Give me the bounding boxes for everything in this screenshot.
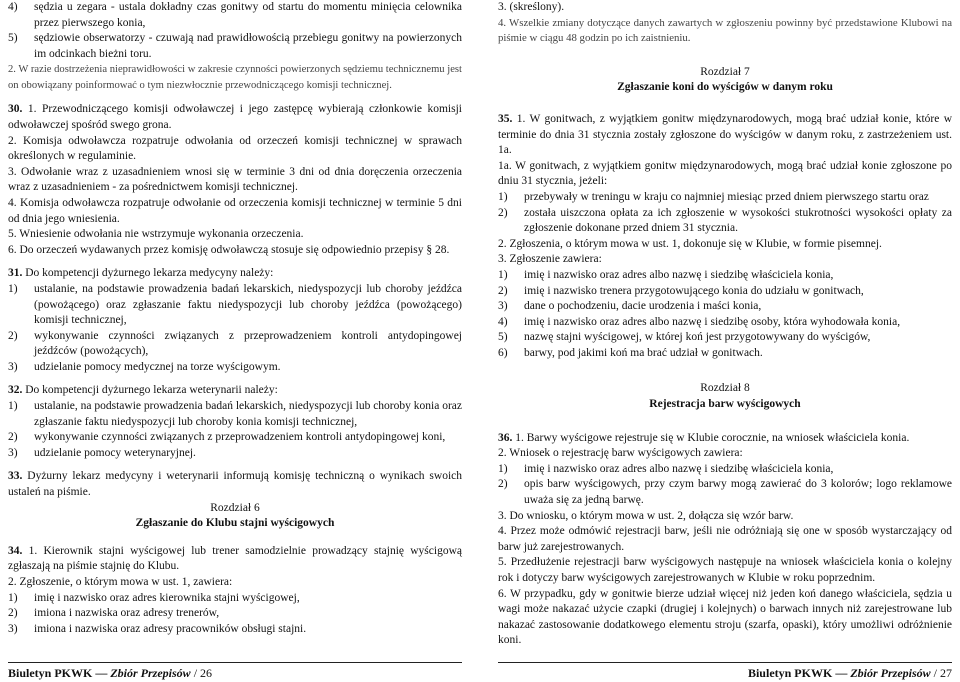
page-number: / 27 [930,666,952,680]
list-item: 2) wykonywanie czynności związanych z przeprowadzeniem kontroli antydopingowej jeźdźców (powożących), [8,329,462,358]
paragraph: 6. W przypadku, gdy w gonitwie bierze udział więcej niż jeden koń danego właściciela, sędzia u wagi może nakazać użycie czapki (drugiej i kolejnych) o barwach innych niż zarejestrowane lub nakazać zastosowanie dodatkowego elementu stroju (szarfa, opaski), który umożliwi odróżnienie koni. [498,587,952,647]
paragraph: 4. Wszelkie zmiany dotyczące danych zawartych w zgłoszeniu powinny być przedstawione Klubowi na piśmie w ciągu 48 godzin po ich zaistnieniu. [498,16,952,45]
section-32: 32. Do kompetencji dyżurnego lekarza weterynarii należy: [8,384,278,397]
list-item: 6) barwy, pod jakimi koń ma brać udział w gonitwach. [498,346,763,359]
section-33: 33. Dyżurny lekarz medycyny i weterynarii informują komisję techniczną o wynikach swoich ustaleń na piśmie. [8,470,462,499]
section-36: 36. 1. Barwy wyścigowe rejestruje się w Klubie corocznie, na wniosek właściciela konia. [498,431,910,444]
section-34: 34. 1. Kierownik stajni wyścigowej lub trener samodzielnie prowadzący stajnię wyścigową zgłaszają na piśmie stajnię do Klubu. [8,544,462,573]
footer-right: Biuletyn PKWK — Zbiór Przepisów / 27 [498,662,952,680]
paragraph: 3. Zgłoszenie zawiera: [498,253,602,266]
list-item: 2) imiona i nazwiska oraz adresy trenerów, [8,607,220,620]
list-item: 1) imię i nazwisko oraz adres albo nazwę i siedzibę właściciela konia, [498,268,834,281]
list-item: 4) sędzia u zegara - ustala dokładny czas gonitwy od startu do momentu minięcia celownika przez pierwszego konia, [8,1,462,29]
chapter-6-subtitle: Zgłaszanie do Klubu stajni wyścigowych [135,517,335,530]
paragraph: 6. Do orzeczeń wydawanych przez komisję odwoławczą stosuje się odpowiednio przepisy § 28. [8,243,450,256]
paragraph: 2. Zgłoszenie, o którym mowa w ust. 1, zawiera: [8,576,233,588]
paragraph: 2. W razie dostrzeżenia nieprawidłowości w zakresie czynności powierzonych sędziemu technicznemu jest on obowiązany poinformować o tym niezwłocznie przewodniczącego komisji technicznej. [8,64,462,92]
paragraph: 2. Zgłoszenia, o którym mowa w ust. 1, dokonuje się w Klubie, w formie pisemnej. [498,237,882,250]
footer-left: Biuletyn PKWK — Zbiór Przepisów / 26 [8,662,462,680]
list-item: 3) udzielanie pomocy medycznej na torze wyścigowym. [8,360,281,373]
paragraph: 3. (skreślony). [498,1,565,13]
section-30: 30. 1. Przewodniczącego komisji odwoławczej i jego zastępcę wybierają członkowie komisji odwoławczej spośród swego grona. [8,103,462,131]
list-item: 2) wykonywanie czynności związanych z przeprowadzeniem kontroli antydopingowej koni, [8,431,446,444]
right-column [498,0,952,649]
paragraph: 5. Wniesienie odwołania nie wstrzymuje wykonania orzeczenia. [8,228,304,241]
paragraph: 4. Przez może odmówić rejestracji barw, jeśli nie odróżniają się one w sposób wystarczający od barw już zarejestrowanych. [498,525,952,553]
chapter-8-subtitle: Rejestracja barw wyścigowych [649,398,801,411]
list-item: 1) ustalanie, na podstawie prowadzenia badań lekarskich, niedyspozycji lub choroby jeźdźca (powożącego) oraz zgłaszanie faktu niedyspozycji lub choroby jeźdźca (powożącego) komisji technicznej, [8,282,462,327]
list-item: 5) nazwę stajni wyścigowej, w której koń jest przygotowywany do wyścigów, [498,331,871,344]
list-item: 3) dane o pochodzeniu, dacie urodzenia i maści konia, [498,300,762,313]
paragraph: 1a. W gonitwach, z wyjątkiem gonitw międzynarodowych, mogą brać udział konie zgłoszone po dniu 31 stycznia, jeżeli: [498,159,952,188]
list-item: 4) imię i nazwisko oraz adres albo nazwę i siedzibę osoby, która wyhodowała konia, [498,315,901,328]
paragraph: 3. Do wniosku, o którym mowa w ust. 2, dołącza się wzór barw. [498,509,794,522]
paragraph: 3. Odwołanie wraz z uzasadnieniem wnosi się w terminie 3 dni od dnia doręczenia orzeczenia wraz z uzasadnieniem - za pośrednictwem komisji technicznej. [8,165,462,194]
chapter-7-subtitle: Zgłaszanie koni do wyścigów w danym roku [617,81,833,94]
list-item: 3) udzielanie pomocy weterynaryjnej. [8,446,196,459]
list-item: 2) imię i nazwisko trenera przygotowującego konia do udziału w gonitwach, [498,284,864,297]
paragraph: 2. Komisja odwoławcza rozpatruje odwołania od orzeczeń komisji technicznej w sprawach określonych w regulaminie. [8,134,462,163]
list-item: 1) ustalanie, na podstawie prowadzenia badań lekarskich, niedyspozycji lub choroby konia oraz zgłaszanie faktu niedyspozycji lub choroby konia komisji technicznej, [8,400,462,428]
left-column [8,0,462,637]
paragraph: 5. Przedłużenie rejestracji barw wyścigowych następuje na wniosek właściciela konia o kolejny rok i dotyczy barw wyścigowych zarejestrowanych w Klubie w roku poprzednim. [498,556,952,584]
list-item: 5) sędziowie obserwatorzy - czuwają nad prawidłowością przebiegu gonitwy na powierzonych im odcinkach bieżni toru. [8,32,462,60]
list-item: 1) przebywały w treningu w kraju co najmniej miesiąc przed dniem pierwszego startu oraz [498,190,929,203]
list-item: 2) opis barw wyścigowych, przy czym barwy mogą zawierać do 3 kolorów; logo reklamowe uważa się za jedną barwę. [498,478,952,507]
section-35: 35. 1. W gonitwach, z wyjątkiem gonitw międzynarodowych, mogą brać udział konie, które w terminie do dnia 31 stycznia zostały zgłoszone do wyścigów w danym roku, z zastrzeżeniem ust. 1a. [498,112,952,157]
page-number: / 26 [190,666,213,680]
list-item: 2) została uiszczona opłata za ich zgłoszenie w wysokości stukrotności wysokości opłaty za zgłoszenie dokonane przed dniem 31 stycznia. [498,206,952,235]
chapter-7-title: Rozdział 7 [700,65,750,78]
paragraph: 2. Wniosek o rejestrację barw wyścigowych zawiera: [498,447,743,460]
chapter-8-title: Rozdział 8 [700,382,750,395]
chapter-6-title: Rozdział 6 [210,501,260,514]
paragraph: 4. Komisja odwoławcza rozpatruje odwołanie od orzeczenia komisji technicznej w terminie 5 dni od dnia jego wniesienia. [8,196,462,225]
list-item: 1) imię i nazwisko oraz adres albo nazwę i siedzibę właściciela konia, [498,462,834,475]
list-item: 1) imię i nazwisko oraz adres kierownika stajni wyścigowej, [8,591,300,604]
section-31: 31. Do kompetencji dyżurnego lekarza medycyny należy: [8,267,274,280]
list-item: 3) imiona i nazwiska oraz adresy pracowników obsługi stajni. [8,622,307,635]
